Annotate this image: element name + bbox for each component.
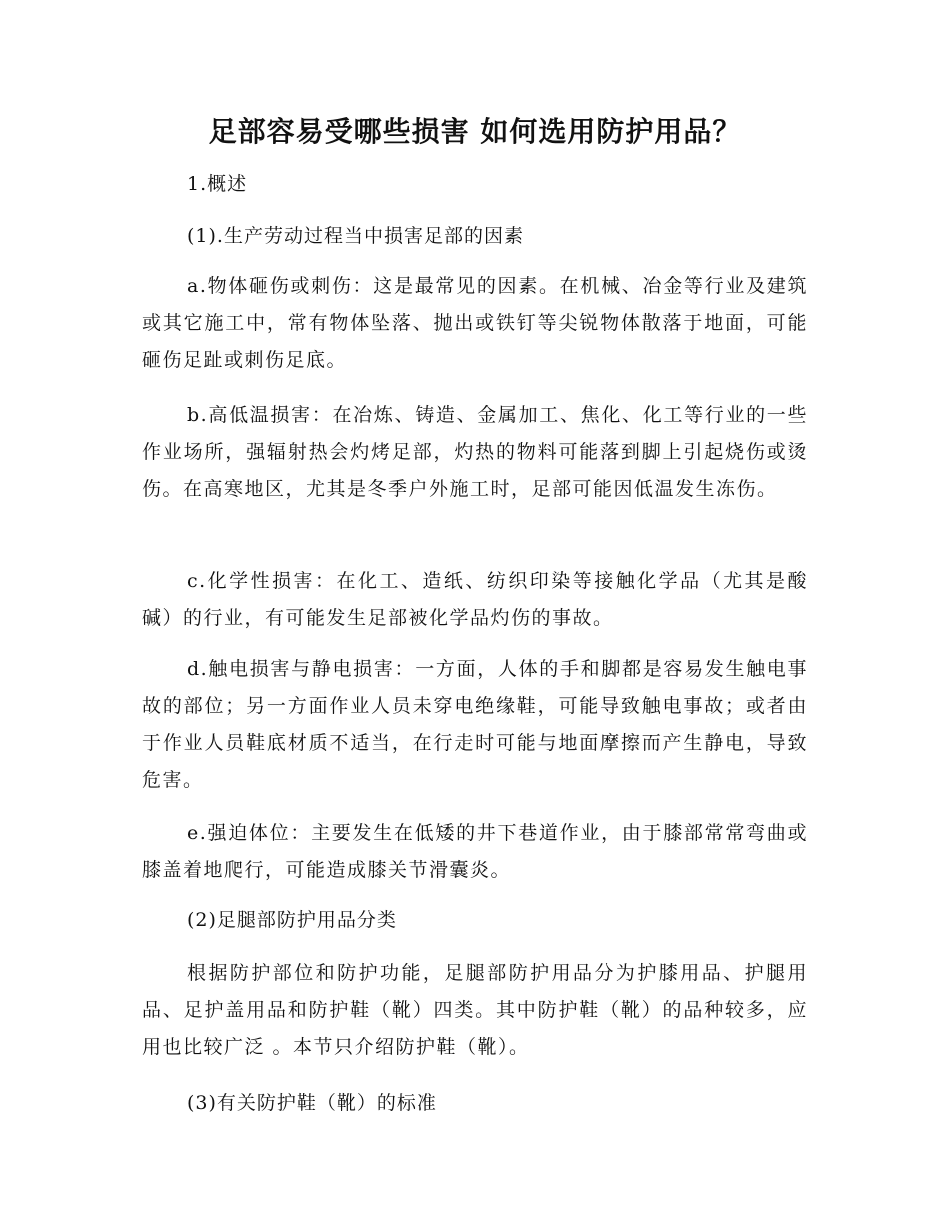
paragraph-item-c: c.化学性损害：在化工、造纸、纺织印染等接触化学品（尤其是酸碱）的行业，有可能发生足部被化学品灼伤的事故。 bbox=[142, 570, 808, 629]
paragraph-item-d: d.触电损害与静电损害：一方面，人体的手和脚都是容易发生触电事故的部位；另一方面作业人员未穿电绝缘鞋，可能导致触电事故；或者由于作业人员鞋底材质不适当，在行走时可能与地面摩擦而产生静电，导致危害。 bbox=[142, 658, 808, 791]
document-title: 足部容易受哪些损害 如何选用防护用品？ bbox=[208, 115, 742, 148]
paragraph-item-b: b.高低温损害：在冶炼、铸造、金属加工、焦化、化工等行业的一些作业场所，强辐射热会灼烤足部，灼热的物料可能落到脚上引起烧伤或烫伤。在高寒地区，尤其是冬季户外施工时，足部可能因低温发生冻伤。 bbox=[142, 404, 808, 500]
subsection-heading-factors: (1).生产劳动过程当中损害足部的因素 bbox=[187, 225, 524, 247]
subsection-heading-standards: (3)有关防护鞋（靴）的标准 bbox=[187, 1092, 437, 1114]
section-heading-overview: 1.概述 bbox=[187, 173, 248, 195]
subsection-heading-classification: (2)足腿部防护用品分类 bbox=[187, 909, 397, 931]
paragraph-item-e: e.强迫体位：主要发生在低矮的井下巷道作业，由于膝部常常弯曲或膝盖着地爬行，可能造成膝关节滑囊炎。 bbox=[142, 822, 808, 881]
paragraph-classification: 根据防护部位和防护功能，足腿部防护用品分为护膝用品、护腿用品、足护盖用品和防护鞋（靴）四类。其中防护鞋（靴）的品种较多，应用也比较广泛 。本节只介绍防护鞋（靴）。 bbox=[142, 962, 808, 1058]
paragraph-item-a: a.物体砸伤或刺伤：这是最常见的因素。在机械、冶金等行业及建筑或其它施工中，常有物体坠落、抛出或铁钉等尖锐物体散落于地面，可能砸伤足趾或刺伤足底。 bbox=[142, 275, 808, 371]
